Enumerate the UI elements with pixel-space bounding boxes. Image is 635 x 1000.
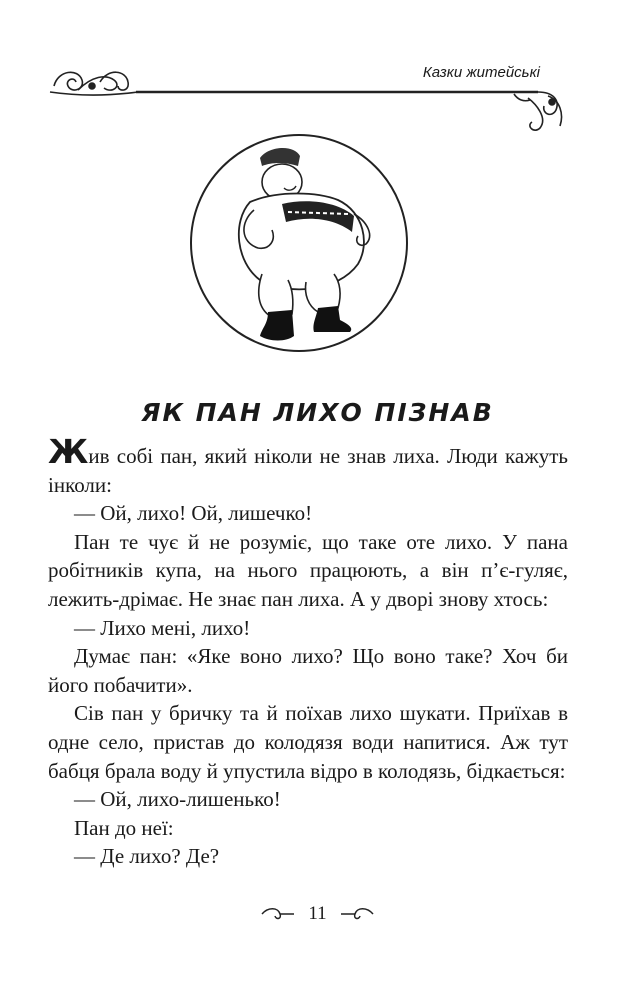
page-footer [0,902,635,925]
running-title: Казки житейські [422,64,540,81]
left-footer-ornament-icon [260,907,294,921]
drop-cap: Ж [48,432,89,471]
first-paragraph-text: ив собі пан, який ніколи не знав лиха. Люди кажуть інколи: [48,444,568,497]
page-number: 11 [308,902,327,924]
illustration [188,132,410,359]
paragraph: — Ой, лихо-лишенько! [74,787,281,812]
paragraph: — Лихо мені, лихо! [74,615,251,640]
paragraph: — Ой, лихо! Ой, лишечко! [74,501,313,526]
paragraph: Пан до неї: [74,815,174,840]
story-title: ЯК ПАН ЛИХО ПІЗНАВ [141,398,494,427]
fat-landlord-illustration-icon [188,132,410,354]
story-text [48,432,568,871]
paragraph: Пан те чує й не розуміє, що таке оте лихо. У пана робітників купа, на нього працюють, а він п’є-гуляє, лежить-дрімає. Не знає пан лиха. А у дворі знову хтось: [48,529,568,611]
paragraph: — Де лихо? Де? [74,844,220,869]
first-paragraph [48,432,568,499]
paragraph: Думає пан: «Яке воно лихо? Що воно таке? Хоч би його побачити». [48,644,568,697]
right-flourish-icon [514,92,562,130]
right-footer-ornament-icon [341,907,375,921]
paragraph: Сів пан у бричку та й поїхав лихо шукати. Приїхав в одне село, пристав до колодязя води напитися. Аж тут бабця брала воду й упустила відро в колодязь, бідкається: [48,701,568,783]
left-flourish-icon [50,72,138,95]
page-header [48,56,568,136]
